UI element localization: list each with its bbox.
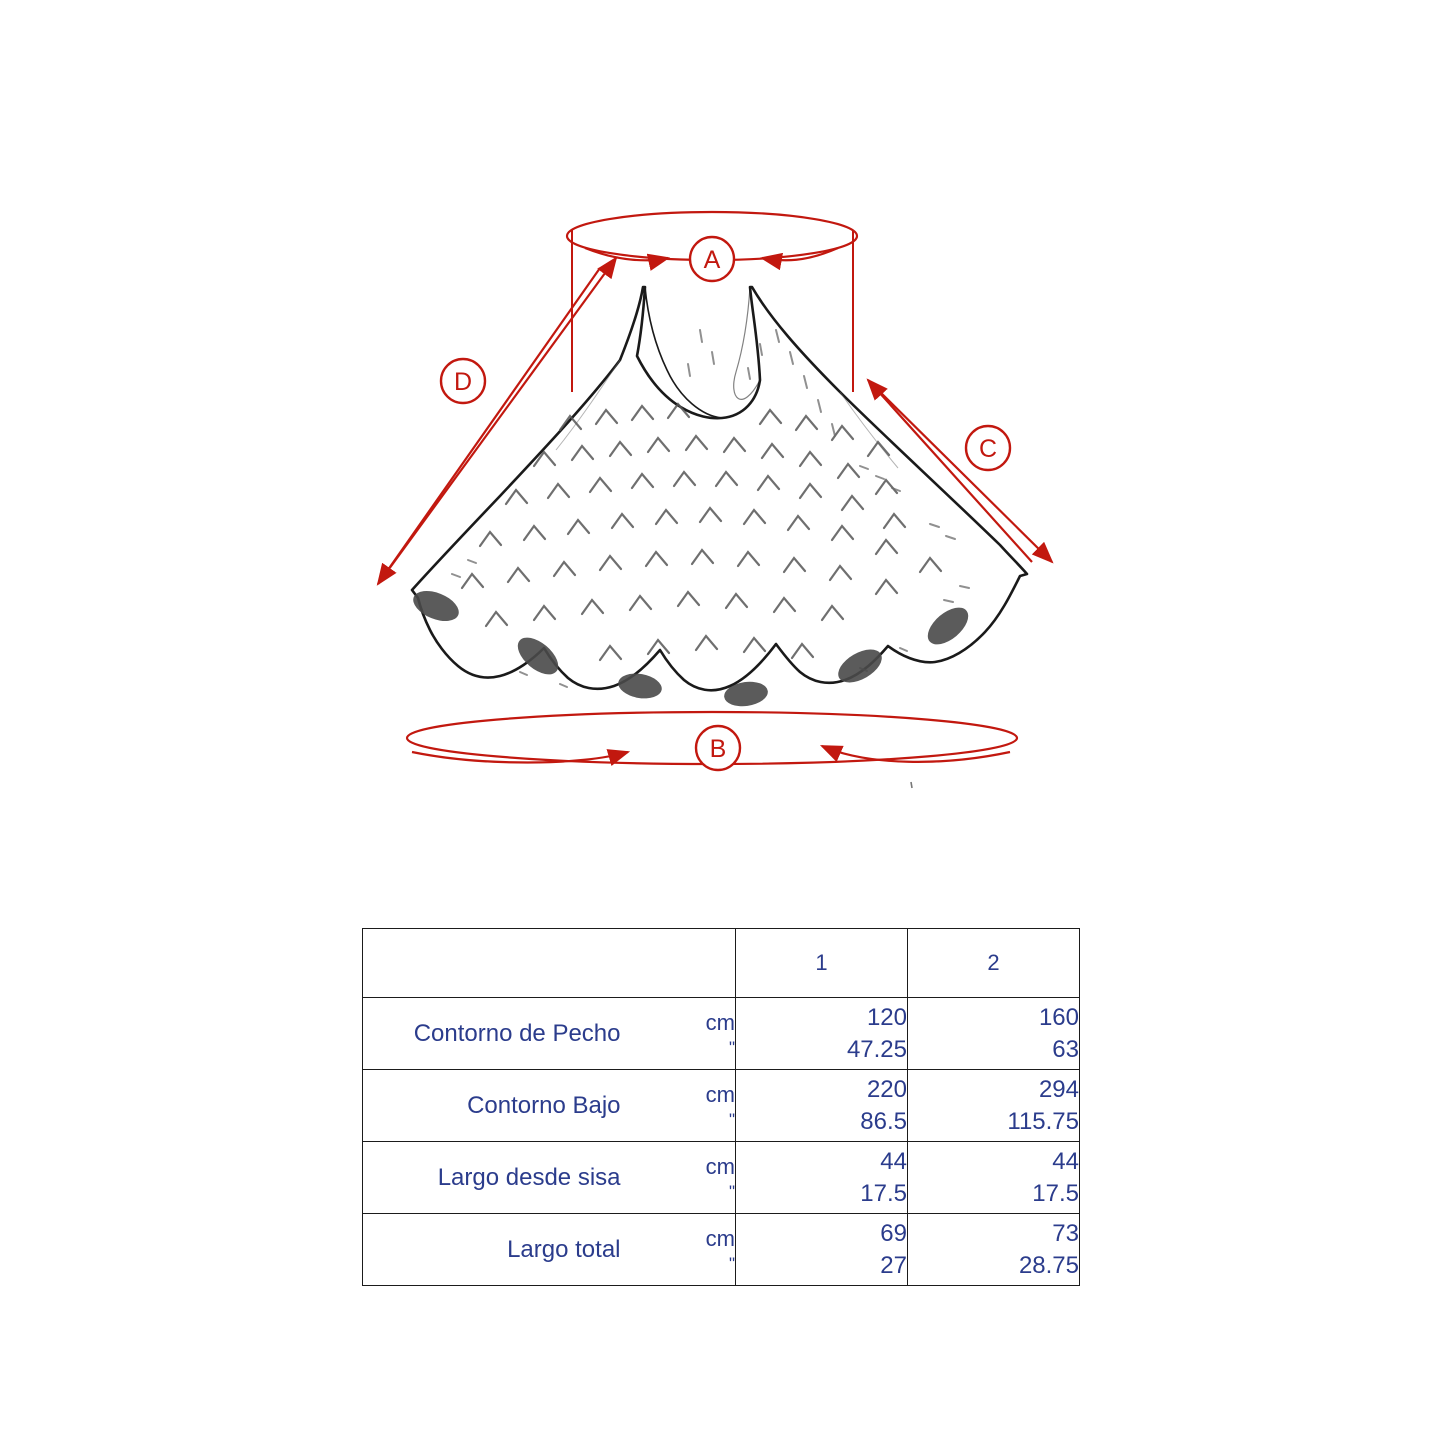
unit-inch: " bbox=[728, 1109, 735, 1129]
marker-B bbox=[696, 726, 740, 770]
size-table bbox=[362, 928, 1080, 1286]
table-row bbox=[363, 1142, 1080, 1214]
cell-size2 bbox=[908, 1214, 1080, 1286]
unit-cm: cm bbox=[705, 1009, 735, 1035]
marker-B-label: B bbox=[709, 735, 727, 763]
marker-D bbox=[441, 359, 485, 403]
row-units bbox=[621, 1070, 736, 1142]
value-in: 28.75 bbox=[1018, 1251, 1079, 1279]
marker-A-label: A bbox=[703, 246, 721, 274]
unit-inch: " bbox=[728, 1037, 735, 1057]
cell-size1 bbox=[736, 1070, 908, 1142]
value-cm: 160 bbox=[1038, 1003, 1079, 1031]
marker-D-label: D bbox=[453, 368, 473, 396]
unit-cm: cm bbox=[705, 1081, 735, 1107]
value-cm: 69 bbox=[880, 1219, 907, 1247]
table-row bbox=[363, 998, 1080, 1070]
unit-inch: " bbox=[728, 1181, 735, 1201]
row-label-contorno-de-pecho: Contorno de Pecho bbox=[363, 998, 621, 1070]
row-units bbox=[621, 1214, 736, 1286]
unit-inch: " bbox=[728, 1253, 735, 1273]
value-in: 47.25 bbox=[846, 1035, 907, 1063]
value-cm: 120 bbox=[866, 1003, 907, 1031]
cell-size1 bbox=[736, 1214, 908, 1286]
value-cm: 44 bbox=[1052, 1147, 1079, 1175]
table-row bbox=[363, 1214, 1080, 1286]
cell-size1 bbox=[736, 1142, 908, 1214]
unit-cm: cm bbox=[705, 1153, 735, 1179]
marker-C bbox=[966, 426, 1010, 470]
value-cm: 73 bbox=[1052, 1219, 1079, 1247]
size-table-container bbox=[362, 928, 1080, 1286]
unit-cm: cm bbox=[705, 1225, 735, 1251]
header-size-1: 1 bbox=[736, 929, 908, 998]
value-cm: 220 bbox=[866, 1075, 907, 1103]
value-cm: 44 bbox=[880, 1147, 907, 1175]
cell-size2 bbox=[908, 1142, 1080, 1214]
value-in: 86.5 bbox=[860, 1107, 907, 1135]
marker-A bbox=[690, 237, 734, 281]
cell-size2 bbox=[908, 1070, 1080, 1142]
value-in: 27 bbox=[880, 1251, 907, 1279]
row-units bbox=[621, 1142, 736, 1214]
header-blank-unit bbox=[621, 929, 736, 998]
row-label-largo-desde-sisa: Largo desde sisa bbox=[363, 1142, 621, 1214]
value-in: 17.5 bbox=[860, 1179, 907, 1207]
marker-C-label: C bbox=[978, 435, 998, 463]
value-cm: 294 bbox=[1038, 1075, 1079, 1103]
value-in: 115.75 bbox=[1007, 1107, 1079, 1135]
header-blank-name bbox=[363, 929, 621, 998]
cell-size2 bbox=[908, 998, 1080, 1070]
row-label-largo-total: Largo total bbox=[363, 1214, 621, 1286]
row-units bbox=[621, 998, 736, 1070]
value-in: 63 bbox=[1052, 1035, 1079, 1063]
row-label-contorno-bajo: Contorno Bajo bbox=[363, 1070, 621, 1142]
table-row bbox=[363, 1070, 1080, 1142]
cell-size1 bbox=[736, 998, 908, 1070]
header-size-2: 2 bbox=[908, 929, 1080, 998]
table-header-row bbox=[363, 929, 1080, 998]
value-in: 17.5 bbox=[1032, 1179, 1079, 1207]
